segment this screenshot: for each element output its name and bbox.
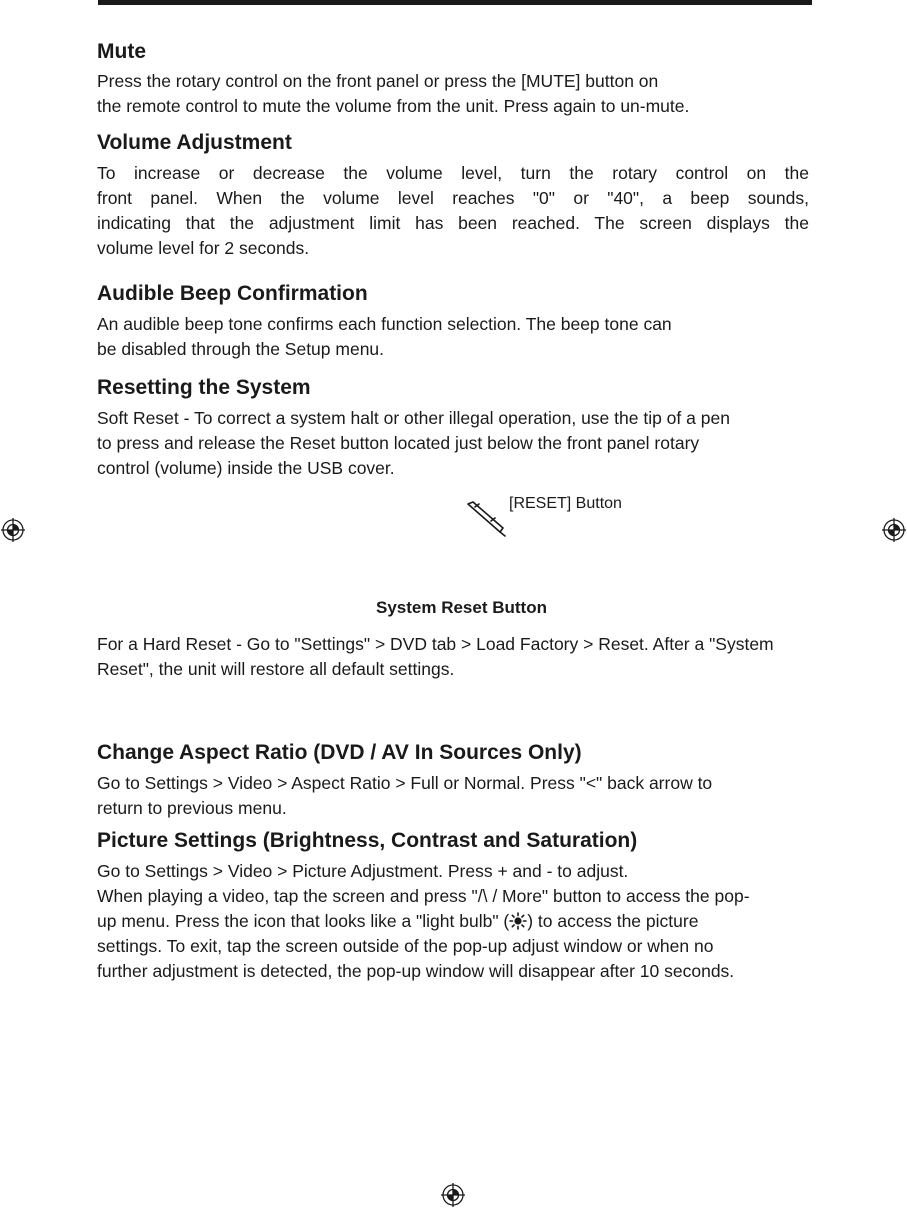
picture-heading: Picture Settings (Brightness, Contrast and Saturation): [97, 829, 638, 852]
text-line: Reset", the unit will restore all default settings.: [97, 659, 455, 679]
text-line: to press and release the Reset button located just below the front panel rotary: [97, 433, 700, 453]
registration-mark-icon: [441, 1183, 465, 1207]
text-line: be disabled through the Setup menu.: [97, 339, 385, 359]
text-line: volume level for 2 seconds.: [97, 238, 310, 258]
text-fragment: ) to access the picture: [527, 911, 699, 931]
reset-text: [97, 406, 730, 481]
registration-mark-icon: [882, 518, 906, 542]
text-line: For a Hard Reset - Go to "Settings" > DVD tab > Load Factory > Reset. After a "System: [97, 634, 774, 654]
beep-text: [97, 312, 672, 362]
text-line: To increase or decrease the volume level, turn the rotary control on the: [97, 163, 809, 183]
pen-icon: [465, 499, 507, 537]
text-line: An audible beep tone confirms each function selection. The beep tone can: [97, 314, 672, 334]
figure-caption: System Reset Button: [376, 598, 547, 617]
text-line: Press the rotary control on the front panel or press the [MUTE] button on: [97, 71, 659, 91]
reset-button-label: [RESET] Button: [509, 495, 622, 512]
reset-heading: Resetting the System: [97, 376, 311, 399]
beep-heading: Audible Beep Confirmation: [97, 282, 368, 305]
aspect-text: [97, 771, 712, 821]
text-line: Soft Reset - To correct a system halt or other illegal operation, use the tip of a pen: [97, 408, 730, 428]
text-line: control (volume) inside the USB cover.: [97, 458, 395, 478]
registration-mark-icon: [1, 518, 25, 542]
picture-text: [97, 859, 750, 984]
text-line: Go to Settings > Video > Picture Adjustment. Press + and - to adjust.: [97, 861, 629, 881]
text-line: further adjustment is detected, the pop-up window will disappear after 10 seconds.: [97, 961, 735, 981]
text-line: indicating that the adjustment limit has been reached. The screen displays the: [97, 213, 809, 233]
hard-reset-text: [97, 632, 774, 682]
volume-heading: Volume Adjustment: [97, 131, 292, 154]
text-line: front panel. When the volume level reaches "0" or "40", a beep sounds,: [97, 188, 809, 208]
text-fragment: up menu. Press the icon that looks like a "light bulb" (: [97, 911, 510, 931]
mute-text: [97, 69, 689, 119]
mute-heading: Mute: [97, 40, 146, 63]
light-bulb-icon: [509, 912, 527, 930]
text-line: settings. To exit, tap the screen outside of the pop-up adjust window or when no: [97, 936, 714, 956]
text-line-with-icon: [97, 909, 750, 934]
text-line: Go to Settings > Video > Aspect Ratio > Full or Normal. Press "<" back arrow to: [97, 773, 713, 793]
text-line: the remote control to mute the volume from the unit. Press again to un-mute.: [97, 96, 690, 116]
volume-text: [97, 161, 809, 261]
aspect-heading: Change Aspect Ratio (DVD / AV In Sources Only): [97, 741, 582, 764]
top-rule: [98, 0, 812, 5]
text-line: When playing a video, tap the screen and press "/\ / More" button to access the pop-: [97, 886, 750, 906]
text-line: return to previous menu.: [97, 798, 287, 818]
